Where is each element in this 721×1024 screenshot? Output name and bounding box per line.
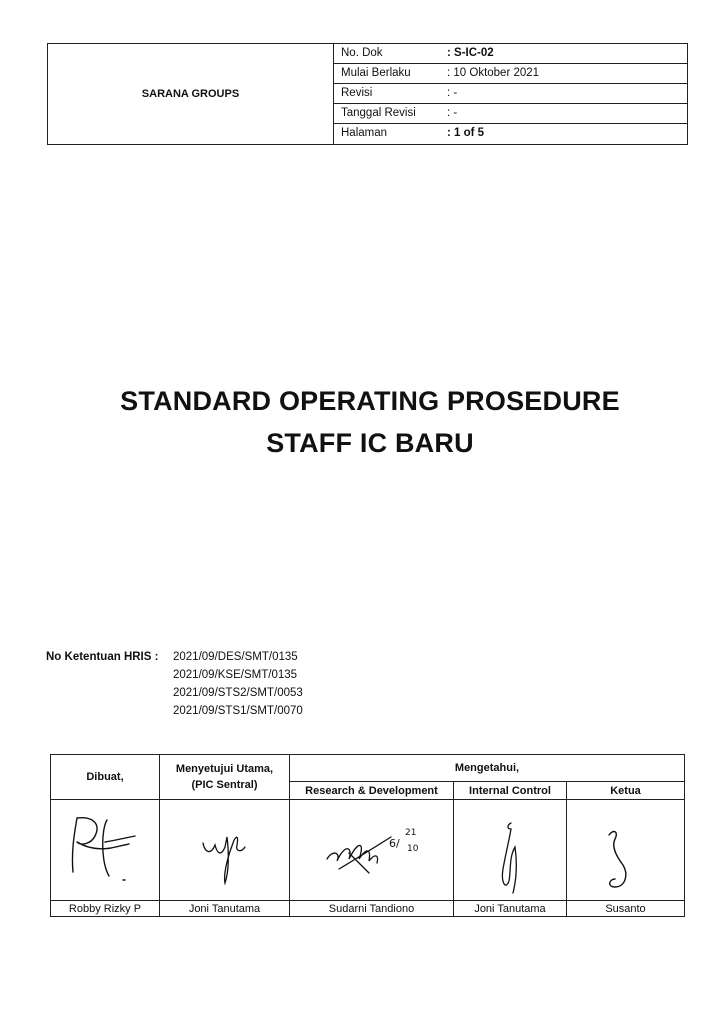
meta-row-revision-date [334,104,687,124]
document-title [0,380,721,464]
meta-label: No. Dok [341,47,383,59]
name-sudarni: Sudarni Tandiono [328,902,415,915]
signature-sudarni [319,813,439,883]
document-header-table [47,43,688,145]
header-menyetujui [160,755,289,799]
header-menyetujui-line1: Menyetujui Utama, [175,763,274,775]
meta-label: Halaman [341,127,388,139]
signature-date-note: 10 [407,844,419,854]
title-line-2: STAFF IC BARU [266,428,474,458]
meta-value: : - [447,87,458,99]
name-robby: Robby Rizky P [68,902,142,915]
meta-row-page [334,124,687,144]
signature-susanto [597,825,647,899]
company-name: SARANA GROUPS [141,88,240,100]
hris-item: 2021/09/KSE/SMT/0135 [173,669,298,681]
signature-robby [65,810,145,890]
meta-label: Mulai Berlaku [341,67,411,79]
header-ketua: Ketua [610,784,641,797]
header-mengetahui: Mengetahui, [454,762,520,774]
meta-value: : 10 Oktober 2021 [447,67,540,79]
meta-value: : S-IC-02 [447,47,494,59]
hris-item: 2021/09/STS1/SMT/0070 [173,705,303,717]
hris-label: No Ketentuan HRIS : [46,651,159,663]
signature-joni-1 [199,823,259,889]
header-menyetujui-line2: (PIC Sentral) [191,779,258,791]
hris-item: 2021/09/STS2/SMT/0053 [173,687,303,699]
meta-row-revision [334,84,687,104]
header-research-development: Research & Development [305,784,438,797]
document-meta [333,44,687,144]
signature-date-note: 6/ [389,837,400,850]
meta-label: Tanggal Revisi [341,107,416,119]
approval-table [50,754,685,917]
signature-date-note: 21 [405,828,417,838]
meta-row-doc-number [334,44,687,64]
name-susanto: Susanto [605,902,646,915]
hris-item: 2021/09/DES/SMT/0135 [173,651,298,663]
table-divider [453,782,454,916]
header-dibuat: Dibuat, [86,771,124,783]
table-divider [51,799,684,800]
name-joni-2: Joni Tanutama [474,902,546,915]
meta-label: Revisi [341,87,373,99]
meta-row-effective-date [334,64,687,84]
table-divider [566,782,567,916]
signature-joni-2 [481,817,541,899]
meta-value: : - [447,107,458,119]
meta-value: : 1 of 5 [447,127,485,139]
title-line-1: STANDARD OPERATING PROSEDURE [120,386,620,416]
header-internal-control: Internal Control [469,784,551,797]
hris-list [173,648,433,720]
name-joni-1: Joni Tanutama [188,902,261,915]
